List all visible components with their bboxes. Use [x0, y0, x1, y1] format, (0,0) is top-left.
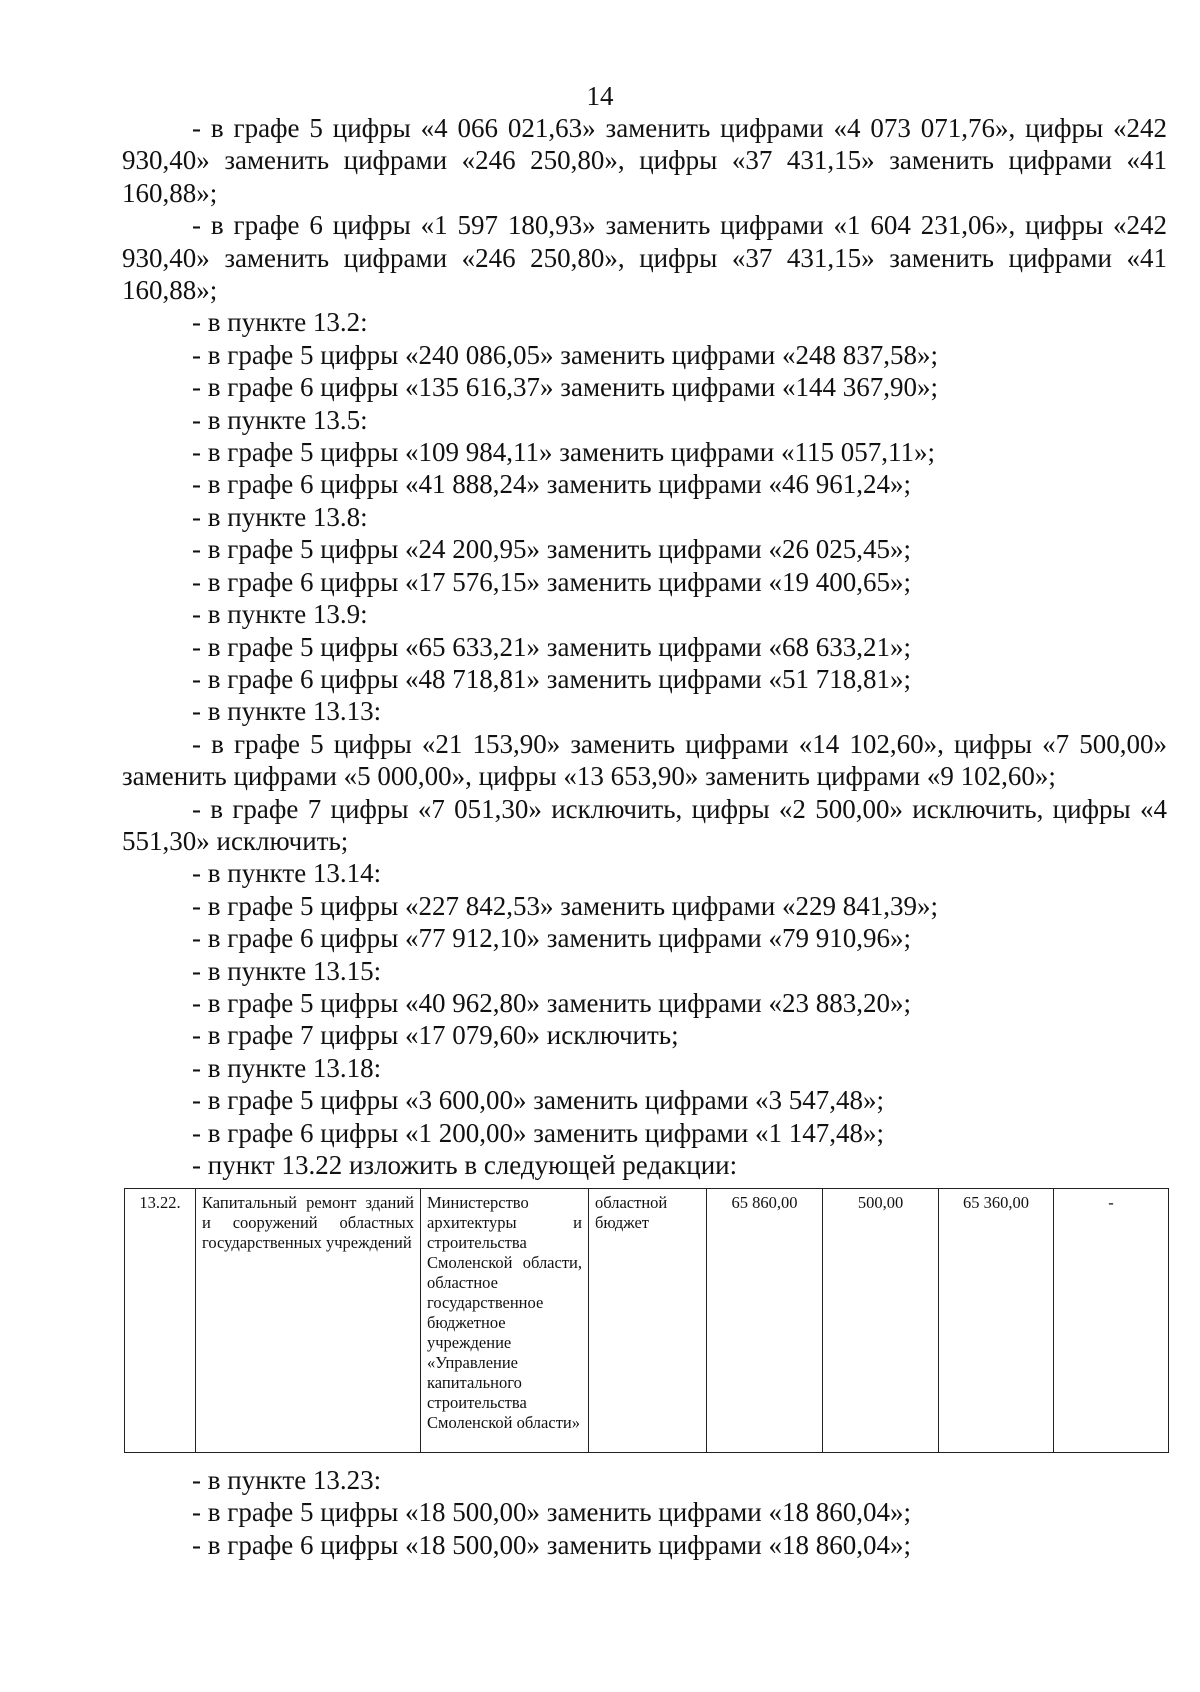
amendment-line: - пункт 13.22 изложить в следующей редакции: — [192, 1150, 738, 1180]
program-table-grid — [124, 1188, 1169, 1453]
amendment-line: - в пункте 13.13: — [192, 696, 382, 727]
cell-executor: Министерство архитектуры и строительства Смоленской области, областное государственное бюджетное учреждение «Управление капитального строительства Смоленской области» — [421, 1189, 589, 1453]
cell-year-2: 65 360,00 — [939, 1189, 1054, 1453]
amendment-line: - в пункте 13.9: — [192, 599, 368, 630]
cell-activity-name: Капитальный ремонт зданий и сооружений областных государственных учреждений — [196, 1189, 421, 1453]
amendment-line: - в пункте 13.23: — [192, 1465, 382, 1495]
amendment-line: - в графе 6 цифры «1 597 180,93» заменить цифрами «1 604 231,06», цифры «242 930,40» заменить цифрами «246 250,80», цифры «37 431,15» заменить цифрами «41 160,88»; — [122, 210, 1167, 306]
amendment-line: - в графе 6 цифры «17 576,15» заменить цифрами «19 400,65»; — [192, 566, 911, 597]
amendment-line: - в графе 5 цифры «3 600,00» заменить цифрами «3 547,48»; — [192, 1085, 884, 1116]
cell-total: 65 860,00 — [707, 1189, 823, 1453]
amendment-list-tail — [122, 1464, 1167, 1561]
amendment-line: - в пункте 13.15: — [192, 955, 382, 986]
amendment-line: - в графе 7 цифры «17 079,60» исключить; — [192, 1020, 679, 1051]
amendment-line: - в пункте 13.8: — [192, 501, 368, 532]
cell-year-1: 500,00 — [823, 1189, 939, 1453]
amendment-line: - в графе 5 цифры «109 984,11» заменить цифрами «115 057,11»; — [192, 437, 935, 468]
amendment-line: - в графе 6 цифры «48 718,81» заменить цифрами «51 718,81»; — [192, 663, 911, 694]
amendment-line: - в графе 5 цифры «21 153,90» заменить цифрами «14 102,60», цифры «7 500,00» заменить цифрами «5 000,00», цифры «13 653,90» заменить цифрами «9 102,60»; — [122, 728, 1167, 792]
cell-number: 13.22. — [125, 1189, 196, 1453]
cell-year-3: - — [1054, 1189, 1169, 1453]
amendment-line: - в графе 6 цифры «135 616,37» заменить цифрами «144 367,90»; — [192, 372, 938, 403]
amendment-line: - в графе 5 цифры «65 633,21» заменить цифрами «68 633,21»; — [192, 631, 911, 662]
amendment-line: - в графе 5 цифры «40 962,80» заменить цифрами «23 883,20»; — [192, 987, 911, 1018]
amendment-line: - в пункте 13.2: — [192, 307, 368, 338]
amendment-line: - в графе 6 цифры «1 200,00» заменить цифрами «1 147,48»; — [192, 1117, 884, 1148]
table-row — [125, 1189, 1169, 1453]
amendment-list — [122, 112, 1167, 1181]
amendment-line: - в графе 6 цифры «18 500,00» заменить цифрами «18 860,04»; — [192, 1529, 911, 1560]
amendment-line: - в графе 5 цифры «4 066 021,63» заменить цифрами «4 073 071,76», цифры «242 930,40» заменить цифрами «246 250,80», цифры «37 431,15» заменить цифрами «41 160,88»; — [122, 113, 1167, 208]
amendment-line: - в графе 5 цифры «18 500,00» заменить цифрами «18 860,04»; — [192, 1497, 911, 1528]
amendment-line: - в пункте 13.14: — [192, 858, 382, 889]
cell-funding-source: областной бюджет — [589, 1189, 707, 1453]
amendment-line: - в графе 5 цифры «24 200,95» заменить цифрами «26 025,45»; — [192, 534, 911, 565]
amendment-line: - в графе 6 цифры «77 912,10» заменить цифрами «79 910,96»; — [192, 923, 911, 954]
program-table — [124, 1188, 1168, 1453]
amendment-line: - в пункте 13.18: — [192, 1052, 382, 1083]
page-number: 14 — [586, 81, 614, 111]
amendment-line: - в пункте 13.5: — [192, 404, 368, 435]
amendment-line: - в графе 6 цифры «41 888,24» заменить цифрами «46 961,24»; — [192, 469, 911, 500]
amendment-line: - в графе 5 цифры «227 842,53» заменить цифрами «229 841,39»; — [192, 890, 938, 921]
amendment-line: - в графе 7 цифры «7 051,30» исключить, цифры «2 500,00» исключить, цифры «4 551,30» исключить; — [122, 793, 1167, 856]
amendment-line: - в графе 5 цифры «240 086,05» заменить цифрами «248 837,58»; — [192, 339, 938, 370]
